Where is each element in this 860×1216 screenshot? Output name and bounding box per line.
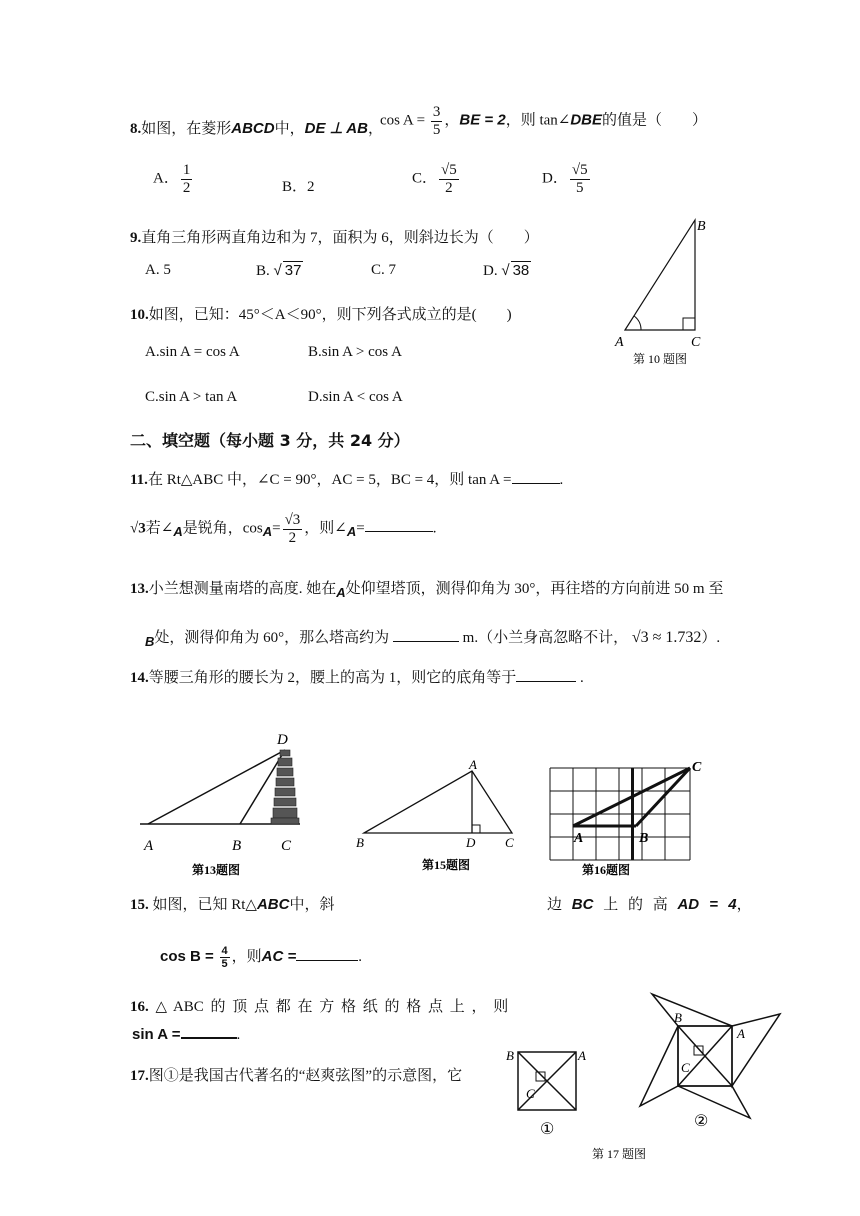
q15-cosb: cos B =: [160, 948, 214, 966]
q9-text: 直角三角形两直角边和为 7，面积为 6，则斜边长为（ ）: [141, 230, 539, 246]
q13-approx: √3 ≈ 1.732: [631, 629, 702, 646]
q15-ac: AC =: [261, 948, 297, 966]
q13-b: B: [145, 634, 155, 649]
q14-end: .: [580, 670, 584, 686]
q15-number: 15.: [130, 897, 149, 913]
q16-end: .: [236, 1027, 241, 1043]
q15-answer-blank[interactable]: [296, 960, 358, 961]
q17-number: 17.: [130, 1068, 149, 1084]
q8-dbe: DBE: [570, 111, 603, 129]
q13-number: 13.: [130, 581, 149, 597]
q8-number: 8.: [130, 121, 142, 137]
q12-a: A: [262, 524, 273, 540]
question-15-line-2: [160, 945, 362, 970]
q13-a: A: [336, 585, 346, 600]
frac-den: 2: [182, 179, 191, 196]
question-15-line-1: [130, 893, 334, 914]
label-b: B: [232, 838, 242, 854]
label-a: A: [574, 831, 584, 846]
q8-opt-a-frac: [181, 162, 193, 196]
q13-text: m.（小兰身高忽略不计，: [462, 630, 629, 646]
question-15-line-1-right: [547, 893, 752, 914]
q13-text: 小兰想测量南塔的高度. 她在: [148, 581, 337, 597]
q15-fraction: [220, 945, 230, 970]
sight-line-a: [148, 750, 285, 824]
label-c: C: [692, 760, 702, 775]
label-b: B: [506, 1048, 514, 1063]
q9-option-c: C. 7: [371, 262, 397, 278]
frac-den: 2: [445, 179, 453, 196]
option-label: D.: [483, 263, 498, 279]
sqrt-value: 37: [284, 262, 302, 279]
grid: [550, 768, 690, 860]
figure-16-caption: 第16题图: [582, 863, 631, 877]
label-c: C: [526, 1086, 535, 1101]
q8-text: 中，: [274, 121, 305, 137]
q14-text: 等腰三角形的腰长为 2，腰上的高为 1，则它的底角等于: [148, 670, 517, 686]
figure-16: [540, 758, 710, 883]
q8-cos-text: cos A =: [380, 112, 426, 129]
q16-number: 16.: [130, 999, 149, 1015]
label-c: C: [691, 335, 701, 350]
q15-text: 边: [547, 897, 563, 913]
q9-option-a: A. 5: [145, 262, 171, 278]
angle-arc: [634, 316, 641, 330]
right-angle-mark: [472, 825, 480, 833]
question-12: [130, 512, 436, 546]
triangle-abc: [625, 220, 695, 330]
option-label: C．: [412, 170, 438, 187]
label-b: B: [356, 835, 364, 850]
q8-perp: DE ⊥ AB: [304, 120, 368, 137]
question-14: [130, 666, 584, 687]
q8-opt-c-frac: [439, 162, 459, 196]
q8-option-c: [412, 162, 461, 196]
label-a: A: [469, 757, 477, 772]
q13-text: 处仰望塔顶，测得仰角为 30°，再往塔的方向前进 50 m 至: [345, 581, 724, 597]
label-c: C: [681, 1060, 690, 1075]
frac-den: 5: [575, 179, 584, 196]
q12-fraction: [283, 512, 303, 546]
q12-a: A: [173, 524, 183, 540]
figure-15-caption: 第15题图: [422, 858, 471, 872]
q10-option-d: D.sin A < cos A: [308, 389, 403, 405]
q12-eq: =: [272, 520, 281, 537]
figure-13-caption: 第13题图: [192, 863, 241, 877]
pagoda-icon: [271, 750, 299, 824]
q8-cos: [380, 104, 707, 138]
q15-text: 上 的 高: [603, 897, 668, 913]
figure-10-caption: 第 10 题图: [633, 352, 688, 366]
q8-opt-d-frac: [570, 162, 590, 196]
q8-be: BE = 2: [459, 111, 506, 129]
q11-text: 在 Rt△ABC 中，∠C = 90°，AC = 5，BC = 4，则 tan A =: [147, 472, 512, 488]
question-13-line-1: [130, 577, 723, 598]
question-9-stem: [130, 226, 539, 247]
q11-number: 11.: [130, 472, 148, 488]
q12-text: 是锐角，cos: [182, 520, 263, 537]
label-a: A: [578, 1048, 586, 1063]
q10-option-c: C.sin A > tan A: [145, 389, 238, 405]
q16-answer-blank[interactable]: [181, 1037, 237, 1039]
frac-num: √5: [441, 162, 457, 178]
figure-17: [500, 990, 790, 1165]
question-16-line-1: [130, 995, 508, 1016]
q12-text: ，则∠: [304, 520, 347, 537]
q8-frac-num: 3: [432, 104, 441, 120]
label-c: C: [281, 838, 292, 854]
frac-num: 1: [182, 162, 191, 178]
frac-num: √5: [571, 162, 588, 178]
grid-bold-line: [631, 768, 634, 860]
q12-a: A: [346, 524, 357, 540]
frac-num: 4: [221, 945, 228, 957]
label-c: C: [505, 835, 514, 850]
q17-text: 图①是我国古代著名的“赵爽弦图”的示意图，它: [148, 1068, 463, 1084]
frac-den: 5: [221, 958, 228, 971]
q15-abc: ABC: [256, 896, 290, 913]
q13-text: 处，测得仰角为 60°，那么塔高约为: [154, 630, 390, 646]
figure-10: [605, 212, 725, 372]
q8-option-b: B．2: [282, 179, 315, 195]
triangle-abc: [364, 771, 512, 833]
option-label: D．: [542, 170, 568, 187]
question-17: [130, 1064, 462, 1085]
q8-option-a: [153, 162, 194, 196]
q15-text: 如图，已知 Rt△: [152, 897, 257, 913]
q13-text: ）.: [701, 630, 721, 646]
q9-sqrt-d: √ 38: [501, 262, 530, 279]
q15-bc: BC: [571, 896, 594, 913]
q10-text: 如图，已知：45°＜A＜90°，则下列各式成立的是( ): [148, 307, 512, 323]
q11-end: .: [559, 472, 564, 488]
q16-text: △ ABC 的 顶 点 都 在 方 格 纸 的 格 点 上 ， 则: [155, 999, 509, 1015]
figure-13: [130, 728, 310, 878]
question-16-line-2: [132, 1026, 240, 1044]
diagram-2-label: ②: [694, 1113, 709, 1130]
question-10-stem: [130, 303, 512, 324]
option-label: B.: [256, 263, 270, 279]
q15-text: ，: [736, 897, 752, 913]
q13-answer-blank[interactable]: [393, 641, 459, 642]
figure-17-caption: 第 17 题图: [592, 1147, 647, 1161]
label-d: D: [277, 732, 288, 748]
label-a: A: [737, 1026, 745, 1041]
sqrt-value: 38: [512, 262, 530, 279]
q10-option-a: A.sin A = cos A: [145, 344, 240, 360]
section-2-title: 二、填空题（每小题 3 分，共 24 分）: [130, 431, 410, 450]
q8-abcd: ABCD: [231, 120, 275, 137]
figure-15: [350, 755, 530, 880]
question-8-stem: [130, 117, 383, 138]
q11-answer-blank[interactable]: [512, 483, 560, 484]
q16-sina: sin A =: [132, 1026, 181, 1043]
diagram-1-label: ①: [540, 1121, 555, 1138]
question-11: [130, 468, 563, 489]
q15-end: .: [358, 949, 363, 966]
question-13-line-2: [145, 626, 720, 647]
q9-option-d: [483, 262, 531, 280]
q8-text: ，: [367, 121, 383, 137]
q9-number: 9.: [130, 230, 142, 246]
label-b: B: [674, 1010, 682, 1025]
label-b: B: [639, 831, 649, 846]
q10-number: 10.: [130, 307, 149, 323]
q8-frac-den: 5: [432, 121, 441, 138]
q15-text: 中，斜: [289, 897, 335, 913]
q12-number: √3: [130, 520, 146, 537]
q14-answer-blank[interactable]: [516, 681, 576, 682]
diagram-2: [640, 994, 780, 1118]
q8-text: ，: [444, 112, 460, 129]
q8-text: ，则 tan∠: [505, 112, 571, 129]
label-a: A: [144, 838, 154, 854]
q9-option-b: [256, 262, 303, 280]
label-d: D: [466, 835, 476, 850]
label-a: A: [615, 335, 624, 350]
q8-fraction: [431, 104, 443, 138]
q15-text: ，则: [231, 949, 262, 966]
q12-end: .: [432, 520, 437, 537]
q8-text: 的值是（ ）: [602, 112, 708, 129]
frac-den: 2: [288, 529, 297, 546]
q9-sqrt-b: √ 37: [273, 262, 302, 279]
q14-number: 14.: [130, 670, 149, 686]
q8-text: 如图，在菱形: [141, 121, 232, 137]
label-b: B: [697, 219, 706, 234]
frac-num: √3: [284, 512, 301, 528]
q12-text: =: [356, 520, 365, 537]
right-angle-mark: [683, 318, 695, 330]
q12-text: 若∠: [145, 520, 174, 537]
q8-option-d: [542, 162, 592, 196]
option-label: A．: [153, 170, 179, 187]
q15-ad: AD = 4: [677, 896, 737, 913]
q10-option-b: B.sin A > cos A: [308, 344, 402, 360]
diagram-1: [518, 1052, 576, 1110]
q12-answer-blank[interactable]: [365, 531, 433, 532]
